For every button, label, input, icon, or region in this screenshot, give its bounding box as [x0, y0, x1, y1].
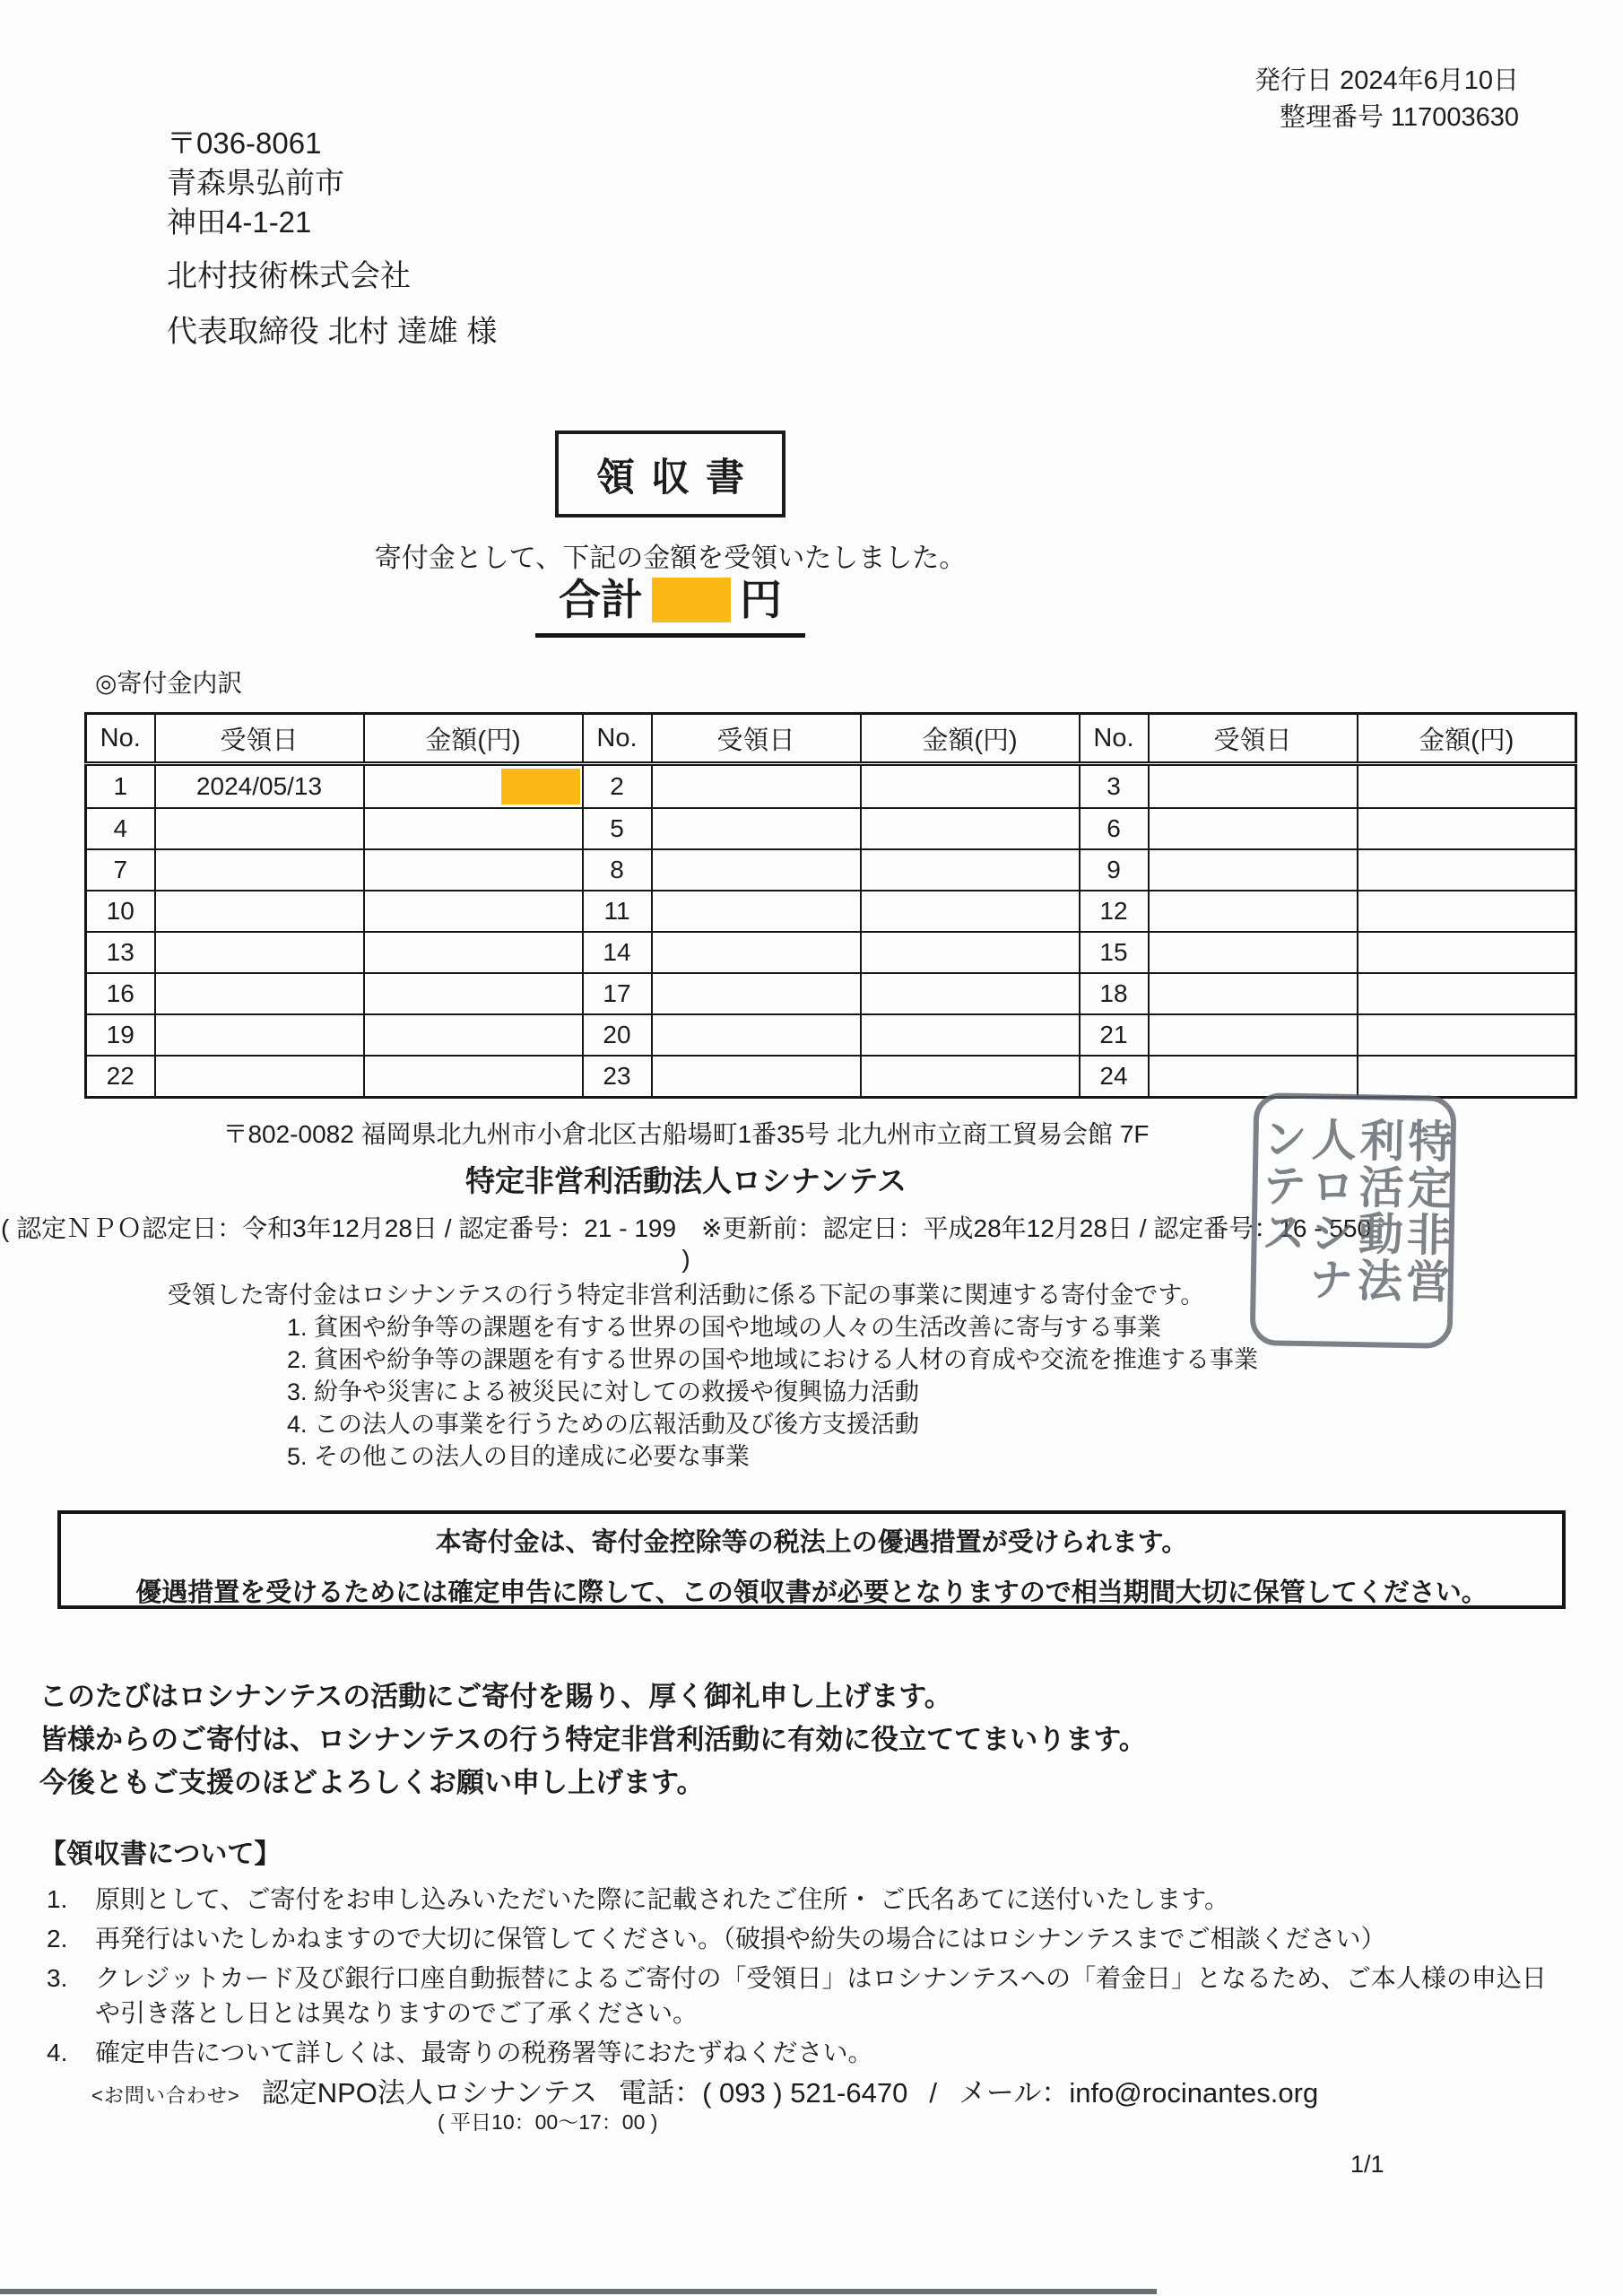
cell-no: 16 [86, 973, 155, 1014]
thanks-line: 今後ともご支援のほどよろしくお願い申し上げます。 [39, 1767, 705, 1798]
cell-amount [861, 764, 1080, 809]
breakdown-row [86, 849, 1576, 891]
cell-amount [1358, 973, 1576, 1014]
cell-receipt-date [652, 1056, 861, 1097]
cell-amount [364, 891, 583, 932]
column-header-amount: 金額(円) [364, 714, 583, 764]
cell-amount [861, 973, 1080, 1014]
cell-receipt-date [652, 973, 861, 1014]
contact-hours: ( 平日10：00～17：00 ) [438, 2110, 658, 2134]
redacted-total-amount-highlight [652, 578, 731, 622]
cell-amount [861, 1056, 1080, 1097]
cell-amount [861, 891, 1080, 932]
cell-no: 14 [583, 932, 652, 973]
purpose-item: 5. その他この法人の目的達成に必要な事業 [287, 1443, 751, 1470]
cell-no: 22 [86, 1056, 155, 1097]
thanks-line: このたびはロシナンテスの活動にご寄付を賜り、厚く御礼申し上げます。 [39, 1681, 952, 1712]
total-amount-row [0, 578, 1341, 638]
total-amount-line [535, 578, 805, 638]
cell-receipt-date [652, 764, 861, 809]
cell-no: 24 [1080, 1056, 1149, 1097]
scan-artifact-bottom-edge [0, 2289, 1157, 2294]
notes-item-text: 再発行はいたしかねますので大切に保管してください。（破損や紛失の場合にはロシナンテスまでご相談ください） [95, 1925, 1386, 1952]
cell-no: 15 [1080, 932, 1149, 973]
cell-amount [364, 973, 583, 1014]
column-header-receipt-date: 受領日 [1149, 714, 1358, 764]
notes-item [39, 1921, 1557, 1956]
cell-no: 12 [1080, 891, 1149, 932]
breakdown-heading: ◎寄付金内訳 [95, 669, 243, 697]
column-header-amount: 金額(円) [861, 714, 1080, 764]
cell-amount [861, 808, 1080, 849]
breakdown-row [86, 764, 1576, 809]
cell-receipt-date [155, 932, 364, 973]
cell-amount [861, 1014, 1080, 1056]
cell-no: 10 [86, 891, 155, 932]
contact-line [91, 2070, 1318, 2110]
purpose-item: 1. 貧困や紛争等の課題を有する世界の国や地域の人々の生活改善に寄与する事業 [287, 1314, 1162, 1341]
breakdown-row [86, 891, 1576, 932]
cell-no: 4 [86, 808, 155, 849]
redacted-amount-highlight [501, 769, 580, 804]
notes-heading: 【領収書について】 [39, 1839, 282, 1869]
notes-item [39, 1961, 1557, 2031]
cell-amount [364, 1056, 583, 1097]
cell-no: 6 [1080, 808, 1149, 849]
cell-amount [364, 932, 583, 973]
tax-notice-box [57, 1510, 1566, 1609]
purpose-item-list [287, 1311, 1258, 1473]
notes-item-number: 3. [47, 1964, 68, 1992]
issuer-name: 特定非営利活動法人ロシナンテス [464, 1164, 907, 1197]
recipient-address-block [167, 124, 497, 352]
tax-notice-line2: 優遇措置を受けるためには確定申告に際して、この領収書が必要となりますので相当期間大切に保管してください。 [135, 1578, 1488, 1607]
cell-receipt-date [1149, 849, 1358, 891]
cell-receipt-date [1149, 973, 1358, 1014]
cell-receipt-date [1149, 1056, 1358, 1097]
receipt-title-wrap [0, 430, 1341, 517]
cell-amount [861, 849, 1080, 891]
issuer-address: 〒802-0082 福岡県北九州市小倉北区古船場町1番35号 北九州市立商工貿易会館 7F [222, 1120, 1150, 1148]
cell-receipt-date [1149, 764, 1358, 809]
cell-no: 23 [583, 1056, 652, 1097]
issuer-certification: ( 認定ＮＰＯ認定日：令和3年12月28日 / 認定番号：21 - 199 ※更新前：認定日：平成28年12月28日 / 認定番号：16 - 550 ) [0, 1214, 1372, 1273]
cell-receipt-date: 2024/05/13 [155, 764, 364, 809]
column-header-no: No. [583, 714, 652, 764]
cell-amount [1358, 764, 1576, 809]
column-header-receipt-date: 受領日 [155, 714, 364, 764]
cell-amount [364, 849, 583, 891]
currency-suffix: 円 [740, 576, 782, 623]
receipt-title: 領収書 [555, 430, 785, 517]
recipient-addressee: 代表取締役 北村 達雄 様 [167, 315, 498, 349]
contact-label: <お問い合わせ> [91, 2084, 240, 2107]
recipient-address-line2: 神田4-1-21 [167, 205, 312, 239]
thanks-paragraph [39, 1675, 1147, 1805]
cell-receipt-date [155, 808, 364, 849]
cell-no: 18 [1080, 973, 1149, 1014]
breakdown-row [86, 1056, 1576, 1097]
recipient-company: 北村技術株式会社 [167, 259, 411, 293]
cell-receipt-date [1149, 1014, 1358, 1056]
cell-no: 11 [583, 891, 652, 932]
thanks-line: 皆様からのご寄付は、ロシナンテスの行う特定非営利活動に有効に役立ててまいります。 [39, 1724, 1147, 1755]
cell-no: 9 [1080, 849, 1149, 891]
cell-no: 3 [1080, 764, 1149, 809]
cell-receipt-date [155, 973, 364, 1014]
cell-no: 17 [583, 973, 652, 1014]
issue-date: 発行日 2024年6月10日 [1254, 66, 1519, 95]
contact-separator: / [929, 2077, 937, 2109]
notes-item-number: 1. [47, 1885, 68, 1913]
cell-no: 19 [86, 1014, 155, 1056]
issuer-block [0, 1115, 1372, 1274]
cell-no: 1 [86, 764, 155, 809]
purpose-intro: 受領した寄付金はロシナンテスの行う特定非営利活動に係る下記の事業に関連する寄付金です。 [167, 1282, 1205, 1309]
notes-item-text: クレジットカード及び銀行口座自動振替によるご寄付の「受領日」はロシナンテスへの「着金日」となるため、ご本人様の申込日や引き落とし日とは異なりますのでご了承ください。 [95, 1964, 1547, 2027]
contact-email: メール：info@rocinantes.org [958, 2077, 1319, 2109]
cell-no: 13 [86, 932, 155, 973]
cell-amount [1358, 891, 1576, 932]
purpose-item: 3. 紛争や災害による被災民に対しての救援や復興協力活動 [287, 1378, 920, 1405]
cell-receipt-date [652, 849, 861, 891]
receipt-statement: 寄付金として、下記の金額を受領いたしました。 [374, 544, 967, 573]
cell-no: 8 [583, 849, 652, 891]
cell-no: 5 [583, 808, 652, 849]
notes-item [39, 1882, 1557, 1917]
document-meta [1254, 63, 1519, 136]
cell-receipt-date [155, 1056, 364, 1097]
cell-amount [1358, 808, 1576, 849]
breakdown-row [86, 932, 1576, 973]
cell-amount [861, 932, 1080, 973]
cell-amount [1358, 1014, 1576, 1056]
cell-amount [364, 764, 583, 809]
column-header-receipt-date: 受領日 [652, 714, 861, 764]
cell-receipt-date [1149, 891, 1358, 932]
breakdown-header-row [86, 714, 1576, 764]
cell-amount [1358, 1056, 1576, 1097]
cell-no: 20 [583, 1014, 652, 1056]
cell-receipt-date [652, 932, 861, 973]
seal-stamp-text: 特定非営利活動法人ロシナンテス [1254, 1115, 1454, 1305]
notes-item-number: 2. [47, 1925, 68, 1952]
cell-receipt-date [652, 891, 861, 932]
breakdown-row [86, 1014, 1576, 1056]
tax-notice-line1: 本寄付金は、寄付金控除等の税法上の優遇措置が受けられます。 [435, 1528, 1188, 1557]
cell-receipt-date [155, 891, 364, 932]
page-number: 1/1 [1350, 2151, 1384, 2178]
contact-phone: 電話：( 093 ) 521-6470 [619, 2077, 908, 2109]
notes-item-number: 4. [47, 2039, 68, 2066]
cell-no: 7 [86, 849, 155, 891]
contact-organization: 認定NPO法人ロシナンテス [261, 2077, 598, 2109]
cell-receipt-date [155, 1014, 364, 1056]
breakdown-row [86, 808, 1576, 849]
cell-no: 21 [1080, 1014, 1149, 1056]
purpose-item: 4. この法人の事業を行うための広報活動及び後方支援活動 [287, 1411, 920, 1438]
cell-receipt-date [1149, 808, 1358, 849]
recipient-postal-code: 〒036-8061 [167, 126, 322, 160]
column-header-no: No. [86, 714, 155, 764]
cell-no: 2 [583, 764, 652, 809]
organization-seal-stamp [1250, 1092, 1457, 1349]
cell-amount [364, 808, 583, 849]
cell-amount [1358, 932, 1576, 973]
cell-amount [364, 1014, 583, 1056]
cell-receipt-date [1149, 932, 1358, 973]
cell-receipt-date [652, 1014, 861, 1056]
notes-item-text: 確定申告について詳しくは、最寄りの税務署等におたずねください。 [95, 2039, 873, 2066]
recipient-address-line1: 青森県弘前市 [167, 166, 344, 199]
cell-amount [1358, 849, 1576, 891]
notes-item-text: 原則として、ご寄付をお申し込みいただいた際に記載されたご住所・ ご氏名あてに送付いたします。 [95, 1885, 1229, 1913]
donation-breakdown-table [84, 712, 1577, 1099]
cell-receipt-date [652, 808, 861, 849]
notes-item [39, 2035, 1557, 2070]
column-header-amount: 金額(円) [1358, 714, 1576, 764]
cell-receipt-date [155, 849, 364, 891]
breakdown-row [86, 973, 1576, 1014]
purpose-item: 2. 貧困や紛争等の課題を有する世界の国や地域における人材の育成や交流を推進する事業 [287, 1346, 1259, 1373]
reference-number: 整理番号 117003630 [1279, 103, 1519, 132]
column-header-no: No. [1080, 714, 1149, 764]
receipt-notes-section [39, 1831, 1557, 2074]
total-label: 合計 [559, 576, 643, 623]
